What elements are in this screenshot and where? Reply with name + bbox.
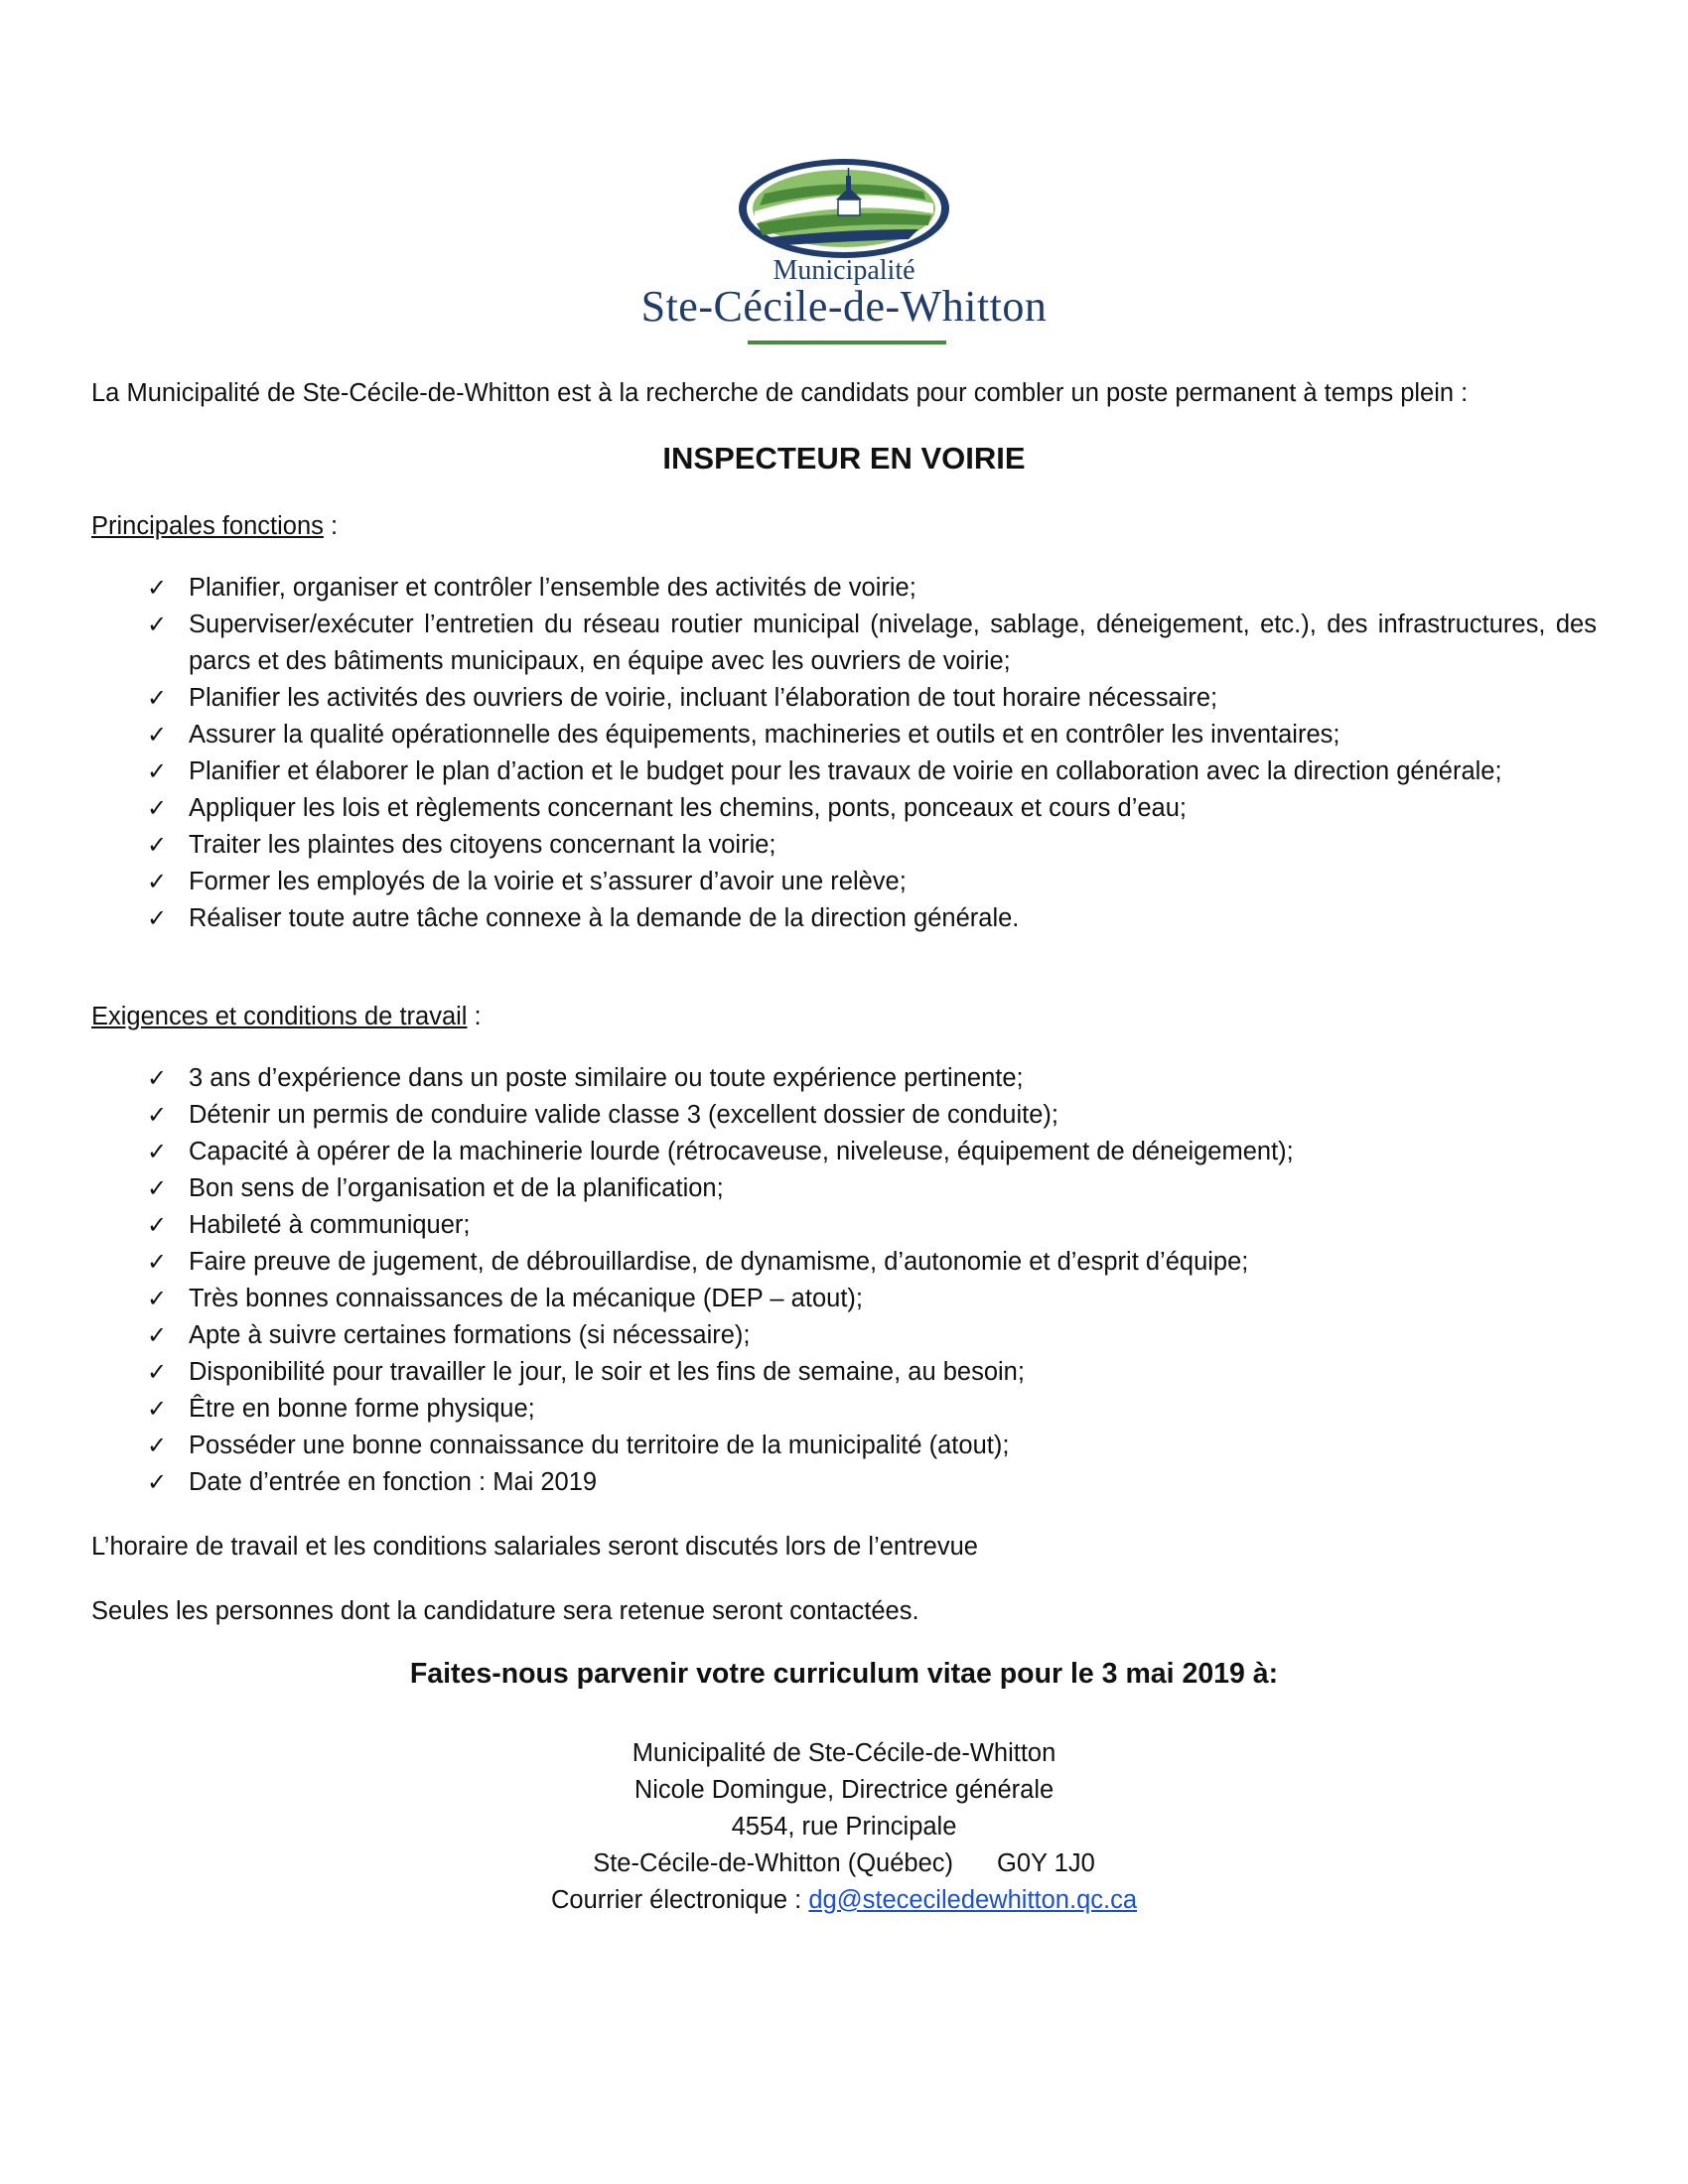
- list-item-text: Traiter les plaintes des citoyens concernant la voirie;: [189, 831, 776, 859]
- list-item-text: Planifier, organiser et contrôler l’ensemble des activités de voirie;: [189, 574, 916, 602]
- list-item-text: Appliquer les lois et règlements concernant les chemins, ponts, ponceaux et cours d’eau;: [189, 794, 1187, 822]
- check-mark-icon: ✓: [147, 1396, 168, 1423]
- check-mark-icon: ✓: [147, 1065, 168, 1092]
- church-landscape-logo-icon: [735, 154, 953, 263]
- email-link[interactable]: dg@stececiledewhitton.qc.ca: [808, 1886, 1138, 1914]
- list-item: [91, 1134, 1597, 1170]
- list-item-text: Faire preuve de jugement, de débrouillardise, de dynamisme, d’autonomie et d’esprit d’équipe;: [189, 1248, 1249, 1276]
- address-city-line: [0, 1845, 1688, 1882]
- fonctions-heading-text: Principales fonctions: [91, 512, 324, 540]
- exigences-heading-colon: :: [467, 1003, 482, 1030]
- list-item-text: Réaliser toute autre tâche connexe à la demande de la direction générale.: [189, 904, 1020, 932]
- list-item-text: Disponibilité pour travailler le jour, le soir et les fins de semaine, au besoin;: [189, 1358, 1025, 1386]
- list-item: [91, 864, 1597, 900]
- list-item: [91, 753, 1597, 790]
- list-item: [91, 1170, 1597, 1207]
- list-item: [91, 1317, 1597, 1354]
- list-item-text: Bon sens de l’organisation et de la planification;: [189, 1174, 724, 1202]
- check-mark-icon: ✓: [147, 1359, 168, 1386]
- list-item: [91, 717, 1597, 753]
- list-item: [91, 1207, 1597, 1244]
- list-item: [91, 680, 1597, 717]
- list-item: [91, 1244, 1597, 1281]
- address-contact-person: Nicole Domingue, Directrice générale: [633, 1776, 1055, 1804]
- list-item: [91, 1354, 1597, 1391]
- check-mark-icon: ✓: [147, 1249, 168, 1276]
- fonctions-list: [91, 570, 1597, 937]
- list-item: [91, 900, 1597, 937]
- list-item-text: Posséder une bonne connaissance du territoire de la municipalité (atout);: [189, 1432, 1010, 1459]
- list-item-text: Date d’entrée en fonction : Mai 2019: [189, 1468, 598, 1496]
- logo-town-name: Ste-Cécile-de-Whitton: [640, 282, 1048, 331]
- list-item-text: Former les employés de la voirie et s’assurer d’avoir une relève;: [189, 868, 907, 895]
- check-mark-icon: ✓: [147, 795, 168, 822]
- email-label: Courrier électronique :: [550, 1886, 809, 1914]
- check-mark-icon: ✓: [147, 1322, 168, 1349]
- list-item: [91, 1097, 1597, 1134]
- list-item-text: Planifier et élaborer le plan d’action et le budget pour les travaux de voirie en collaboration avec la direction générale;: [189, 757, 1502, 785]
- list-item: [91, 607, 1597, 680]
- logo-underline: [748, 341, 946, 344]
- check-mark-icon: ✓: [147, 1212, 168, 1239]
- check-mark-icon: ✓: [147, 1433, 168, 1459]
- list-item-text: Très bonnes connaissances de la mécanique (DEP – atout);: [189, 1285, 863, 1312]
- check-mark-icon: ✓: [147, 612, 168, 638]
- list-item: [91, 1281, 1597, 1317]
- address-postal-code: G0Y 1J0: [997, 1849, 1095, 1877]
- call-to-action: Faites-nous parvenir votre curriculum vitae pour le 3 mai 2019 à:: [409, 1658, 1279, 1690]
- list-item: [91, 570, 1597, 607]
- list-item: [91, 1391, 1597, 1428]
- check-mark-icon: ✓: [147, 1469, 168, 1496]
- list-item: [91, 790, 1597, 827]
- exigences-list: [91, 1060, 1597, 1501]
- check-mark-icon: ✓: [147, 575, 168, 602]
- job-title: INSPECTEUR EN VOIRIE: [662, 441, 1026, 476]
- list-item-text: Planifier les activités des ouvriers de voirie, incluant l’élaboration de tout horaire nécessaire;: [189, 684, 1218, 712]
- municipal-logo: [606, 154, 1082, 352]
- logo-municipalite-text: Municipalité: [773, 255, 915, 286]
- list-item-text: Capacité à opérer de la machinerie lourde (rétrocaveuse, niveleuse, équipement de déneigement);: [189, 1138, 1294, 1165]
- horaire-paragraph: L’horaire de travail et les conditions salariales seront discutés lors de l’entrevue: [91, 1533, 978, 1561]
- list-item: [91, 1060, 1597, 1097]
- check-mark-icon: ✓: [147, 1175, 168, 1202]
- check-mark-icon: ✓: [147, 832, 168, 859]
- list-item-text: Détenir un permis de conduire valide classe 3 (excellent dossier de conduite);: [189, 1101, 1058, 1129]
- section-heading-exigences: [91, 999, 1601, 1035]
- check-mark-icon: ✓: [147, 1102, 168, 1129]
- address-organization: Municipalité de Ste-Cécile-de-Whitton: [632, 1739, 1056, 1767]
- list-item-text: Habileté à communiquer;: [189, 1211, 471, 1239]
- list-item-text: Être en bonne forme physique;: [189, 1395, 535, 1423]
- list-item: [91, 1428, 1597, 1464]
- check-mark-icon: ✓: [147, 758, 168, 785]
- contact-address: [0, 1735, 1688, 1919]
- address-street: 4554, rue Principale: [731, 1813, 957, 1841]
- list-item-text: 3 ans d’expérience dans un poste similaire ou toute expérience pertinente;: [189, 1064, 1024, 1092]
- check-mark-icon: ✓: [147, 722, 168, 749]
- list-item: [91, 1464, 1597, 1501]
- exigences-heading-text: Exigences et conditions de travail: [91, 1003, 468, 1030]
- list-item-text: Superviser/exécuter l’entretien du réseau routier municipal (nivelage, sablage, déneigement, etc.), des infrastructures, des parcs et des bâtiments municipaux, en équipe avec les ouvriers de voirie;: [189, 611, 1597, 675]
- check-mark-icon: ✓: [147, 1286, 168, 1312]
- list-item-text: Apte à suivre certaines formations (si nécessaire);: [189, 1321, 751, 1349]
- seules-paragraph: Seules les personnes dont la candidature sera retenue seront contactées.: [91, 1597, 919, 1625]
- check-mark-icon: ✓: [147, 1139, 168, 1165]
- intro-paragraph: La Municipalité de Ste-Cécile-de-Whitton est à la recherche de candidats pour combler un poste permanent à temps plein :: [91, 379, 1469, 407]
- fonctions-heading-colon: :: [323, 512, 339, 540]
- address-email-line: [0, 1882, 1688, 1919]
- address-city: Ste-Cécile-de-Whitton (Québec): [593, 1849, 954, 1877]
- check-mark-icon: ✓: [147, 869, 168, 895]
- check-mark-icon: ✓: [147, 905, 168, 932]
- list-item-text: Assurer la qualité opérationnelle des équipements, machineries et outils et en contrôler les inventaires;: [189, 721, 1340, 749]
- check-mark-icon: ✓: [147, 685, 168, 712]
- list-item: [91, 827, 1597, 864]
- section-heading-fonctions: [91, 508, 1601, 545]
